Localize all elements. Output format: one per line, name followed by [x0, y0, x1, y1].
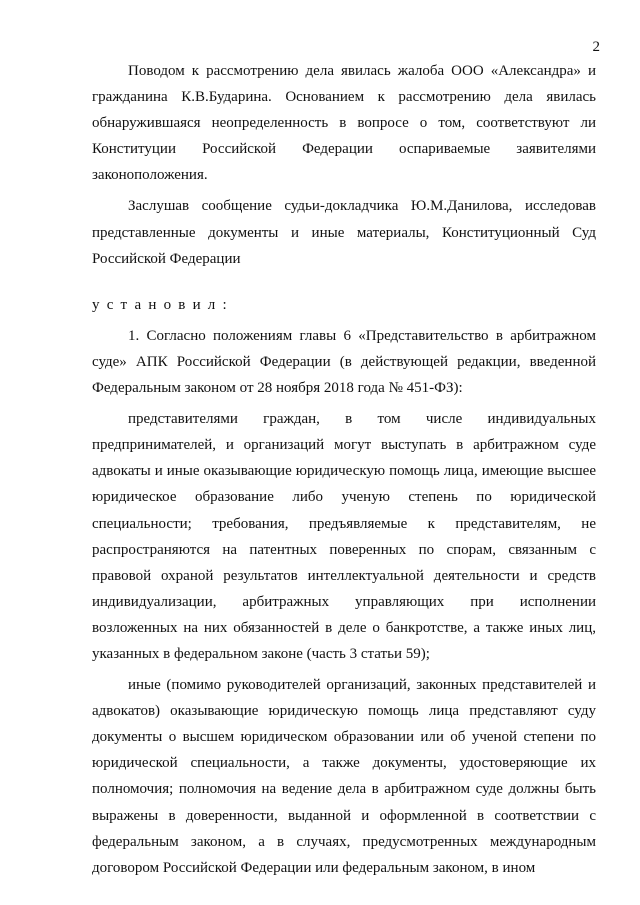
paragraph-grounds: Поводом к рассмотрению дела явилась жалоба ООО «Александра» и гражданина К.В.Бударина. Основанием к рассмотрению дела явилась обнаружившаяся неопределенность в вопросе о том, соответствуют ли Конституции Российской Федерации оспариваемые заявителями законоположения. — [92, 63, 596, 184]
page-number: 2 — [592, 39, 600, 55]
paragraph-representatives: представителями граждан, в том числе индивидуальных предпринимателей, и организаций могут выступать в арбитражном суде адвокаты и иные оказывающие юридическую помощь лица, имеющие высшее юридическое образование либо ученую степень по юридической специальности; требования, предъявляемые к представителям, не распространяются на патентных поверенных по спорам, связанным с правовой охраной результатов интеллектуальной деятельности и средств индивидуализации, арбитражных управляющих при исполнении возложенных на них обязанностей в деле о банкротстве, а также иных лиц, указанных в федеральном законе (часть 3 статьи 59); — [92, 411, 596, 662]
document-body — [92, 58, 596, 881]
paragraph-other-persons: иные (помимо руководителей организаций, законных представителей и адвокатов) оказывающие юридическую помощь лица представляют суду документы о высшем юридическом образовании или об ученой степени по юридической специальности, а также документы, удостоверяющие их полномочия; полномочия на ведение дела в арбитражном суде должны быть выражены в доверенности, выданной и оформленной в соответствии с федеральным законом, а в случаях, предусмотренных международным договором Российской Федерации или федеральным законом, в ином — [92, 677, 596, 876]
paragraph-hearing: Заслушав сообщение судьи-докладчика Ю.М.Данилова, исследовав представленные документы и иные материалы, Конституционный Суд Российской Федерации — [92, 198, 596, 267]
section-heading: установил: — [92, 296, 234, 313]
paragraph-article-intro: 1. Согласно положениям главы 6 «Представительство в арбитражном суде» АПК Российской Федерации (в действующей редакции, введенной Федеральным законом от 28 ноября 2018 года № 451-ФЗ): — [92, 327, 596, 397]
